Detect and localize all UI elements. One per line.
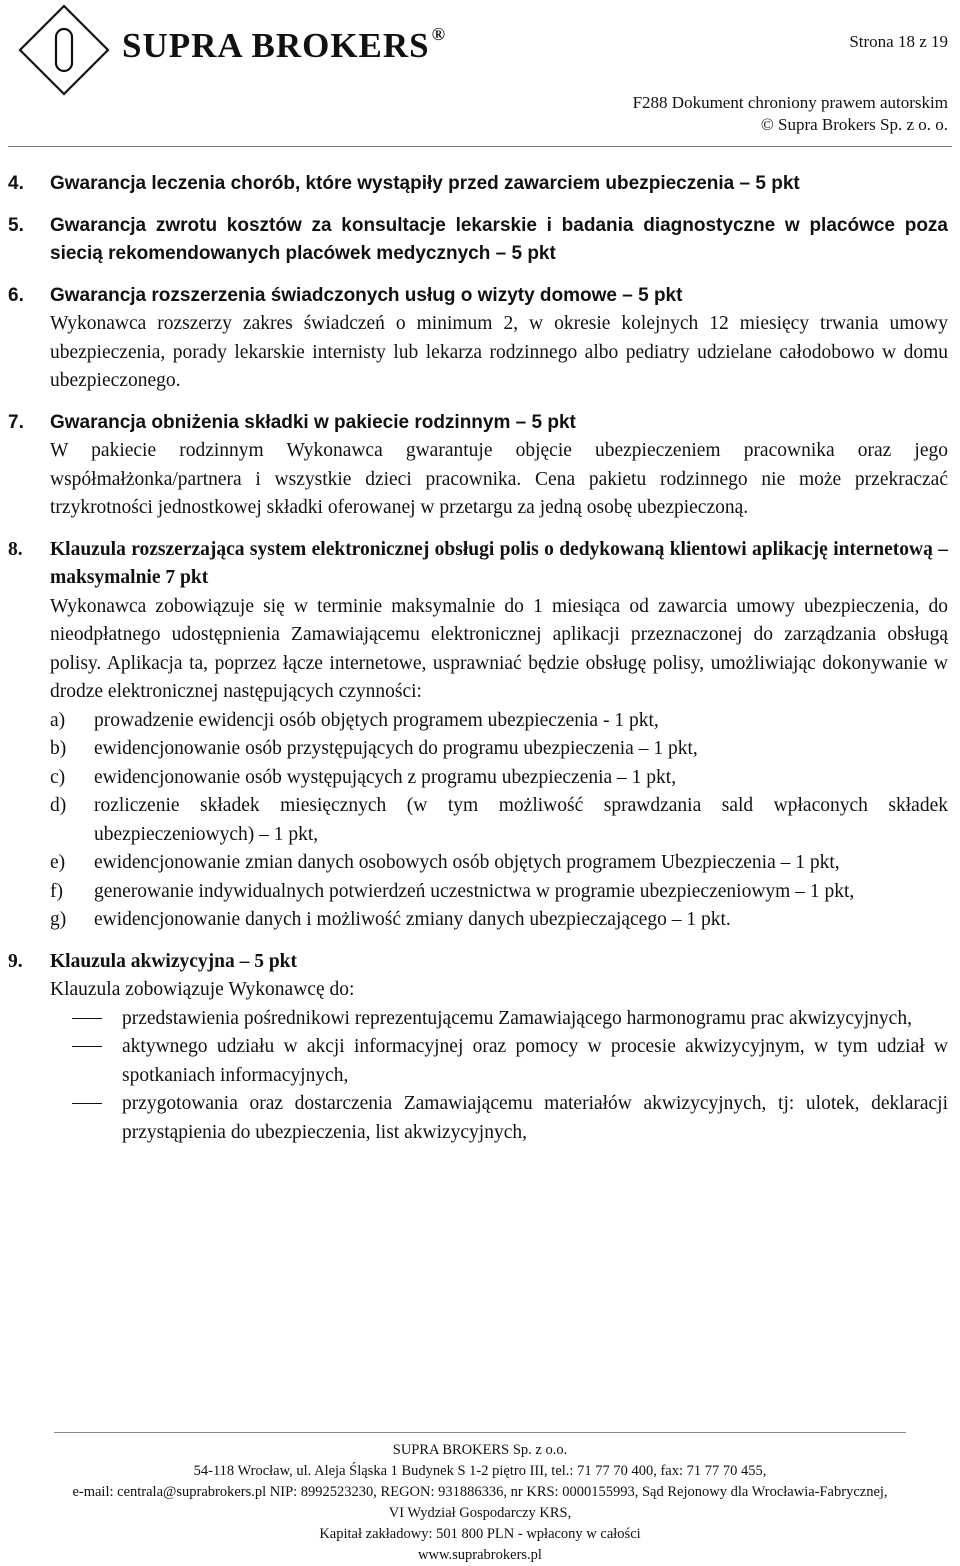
footer-address: 54-118 Wrocław, ul. Aleja Śląska 1 Budynek S 1-2 piętro III, tel.: 71 77 70 400, fax: 71 77 70 455,: [193, 1463, 767, 1479]
document-body: [8, 170, 948, 1160]
criterion-heading: Gwarancja obniżenia składki w pakiecie rodzinnym – 5 pkt: [50, 411, 576, 433]
footer-divider: [54, 1432, 906, 1433]
criterion-number: 8.: [8, 538, 23, 560]
copyright-note: [633, 92, 948, 136]
dash-bullet-icon: [72, 1018, 102, 1019]
copyright-line-2: © Supra Brokers Sp. z o. o.: [760, 115, 948, 134]
company-logo-text: SUPRA BROKERS ®: [122, 24, 447, 65]
page-header: [0, 0, 960, 134]
criterion-heading: Gwarancja leczenia chorób, które wystąpiły przed zawarciem ubezpieczenia – 5 pkt: [50, 173, 800, 194]
criterion-number: 6.: [8, 284, 24, 306]
list-item: a) prowadzenie ewidencji osób objętych programem ubezpieczenia - 1 pkt,: [50, 709, 659, 731]
criterion-item-9: [8, 948, 948, 1148]
criterion-item-5: [8, 212, 948, 269]
list-item: d) rozliczenie składek miesięcznych (w tym możliwość sprawdzania sald wpłaconych składek ubezpieczeniowych) – 1 pkt,: [50, 795, 948, 845]
criterion-heading: Klauzula rozszerzająca system elektronicznej obsługi polis o dedykowaną klientowi aplikację internetową – maksymalnie 7 pkt: [50, 538, 948, 588]
list-item: c) ewidencjonowanie osób występujących z programu ubezpieczenia – 1 pkt,: [50, 766, 677, 788]
criterion-number: 7.: [8, 411, 24, 433]
function-list: [50, 707, 948, 935]
criterion-item-6: [8, 282, 948, 396]
header-divider: [8, 146, 952, 147]
page-number: Strona 18 z 19: [849, 32, 948, 51]
criterion-description: W pakiecie rodzinnym Wykonawca gwarantuje objęcie ubezpieczeniem pracownika oraz jego współmałżonka/partnera i wszystkie dzieci pracownika. Cena pakietu rodzinnego nie może przekraczać trzykrotności jednostkowej składki oferowanej w przetargu za jedną osobę ubezpieczoną.: [50, 440, 948, 518]
criterion-item-8: [8, 536, 948, 935]
criterion-description: Klauzula zobowiązuje Wykonawcę do:: [50, 979, 355, 1000]
footer-company: SUPRA BROKERS Sp. z o.o.: [392, 1442, 568, 1458]
list-item: b) ewidencjonowanie osób przystępujących do programu ubezpieczenia – 1 pkt,: [50, 738, 698, 759]
page-footer: [0, 1440, 960, 1566]
criterion-description: Wykonawca rozszerzy zakres świadczeń o minimum 2, w okresie kolejnych 12 miesięcy trwania umowy ubezpieczenia, porady lekarskie internisty lub lekarza rodzinnego albo pediatry udzielane całodobowo w domu ubezpieczonego.: [50, 313, 948, 391]
list-item: g) ewidencjonowanie danych i możliwość zmiany danych ubezpieczającego – 1 pkt.: [50, 909, 731, 930]
criterion-number: 5.: [8, 214, 24, 236]
list-item: e) ewidencjonowanie zmian danych osobowych osób objętych programem Ubezpieczenia – 1 pkt,: [50, 852, 840, 873]
copyright-line-1: F288 Dokument chroniony prawem autorskim: [632, 93, 948, 112]
dash-bullet-icon: [72, 1046, 102, 1047]
criterion-heading: Gwarancja rozszerzenia świadczonych usług o wizyty domowe – 5 pkt: [50, 284, 683, 306]
footer-registry: e-mail: centrala@suprabrokers.pl NIP: 8992523230, REGON: 931886336, nr KRS: 0000155993, Sąd Rejonowy dla Wrocławia-Fabrycznej,: [72, 1484, 888, 1500]
list-item: przygotowania oraz dostarczenia Zamawiającemu materiałów akwizycyjnych, tj: ulotek, deklaracji przystąpienia do ubezpieczenia, list akwizycyjnych,: [50, 1090, 948, 1147]
supra-logo-icon: [18, 4, 110, 96]
dash-bullet-icon: [72, 1103, 102, 1104]
criterion-item-4: [8, 170, 948, 199]
criterion-number: 9.: [8, 950, 23, 972]
criterion-number: 4.: [8, 173, 24, 194]
footer-website[interactable]: www.suprabrokers.pl: [418, 1547, 542, 1563]
list-item: aktywnego udziału w akcji informacyjnej oraz pomocy w procesie akwizycyjnym, w tym udział w spotkaniach informacyjnych,: [50, 1033, 948, 1090]
criterion-description: Wykonawca zobowiązuje się w terminie maksymalnie do 1 miesiąca od zawarcia umowy ubezpieczenia, do nieodpłatnego udostępnienia Zamawiającemu elektronicznej aplikacji przeznaczonej do zarządzania obsługą polisy. Aplikacja ta, poprzez łącze internetowe, usprawniać będzie obsługę polisy, umożliwiając dokonywanie w drodze elektronicznej następujących czynności:: [50, 595, 948, 702]
trademark-mark: ®: [431, 24, 447, 45]
obligation-list: [50, 1005, 948, 1148]
footer-capital: Kapitał zakładowy: 501 800 PLN - wpłacony w całości: [319, 1526, 641, 1542]
list-item: f) generowanie indywidualnych potwierdzeń uczestnictwa w programie ubezpieczeniowym – 1 pkt,: [50, 880, 855, 902]
footer-court: VI Wydział Gospodarczy KRS,: [388, 1505, 572, 1521]
criterion-item-7: [8, 409, 948, 523]
criterion-heading: Gwarancja zwrotu kosztów za konsultacje lekarskie i badania diagnostyczne w placówce poza siecią rekomendowanych placówek medycznych – 5 pkt: [50, 214, 948, 264]
criterion-heading: Klauzula akwizycyjna – 5 pkt: [50, 950, 298, 972]
list-item: przedstawienia pośrednikowi reprezentującemu Zamawiającego harmonogramu prac akwizycyjnych,: [50, 1005, 948, 1034]
